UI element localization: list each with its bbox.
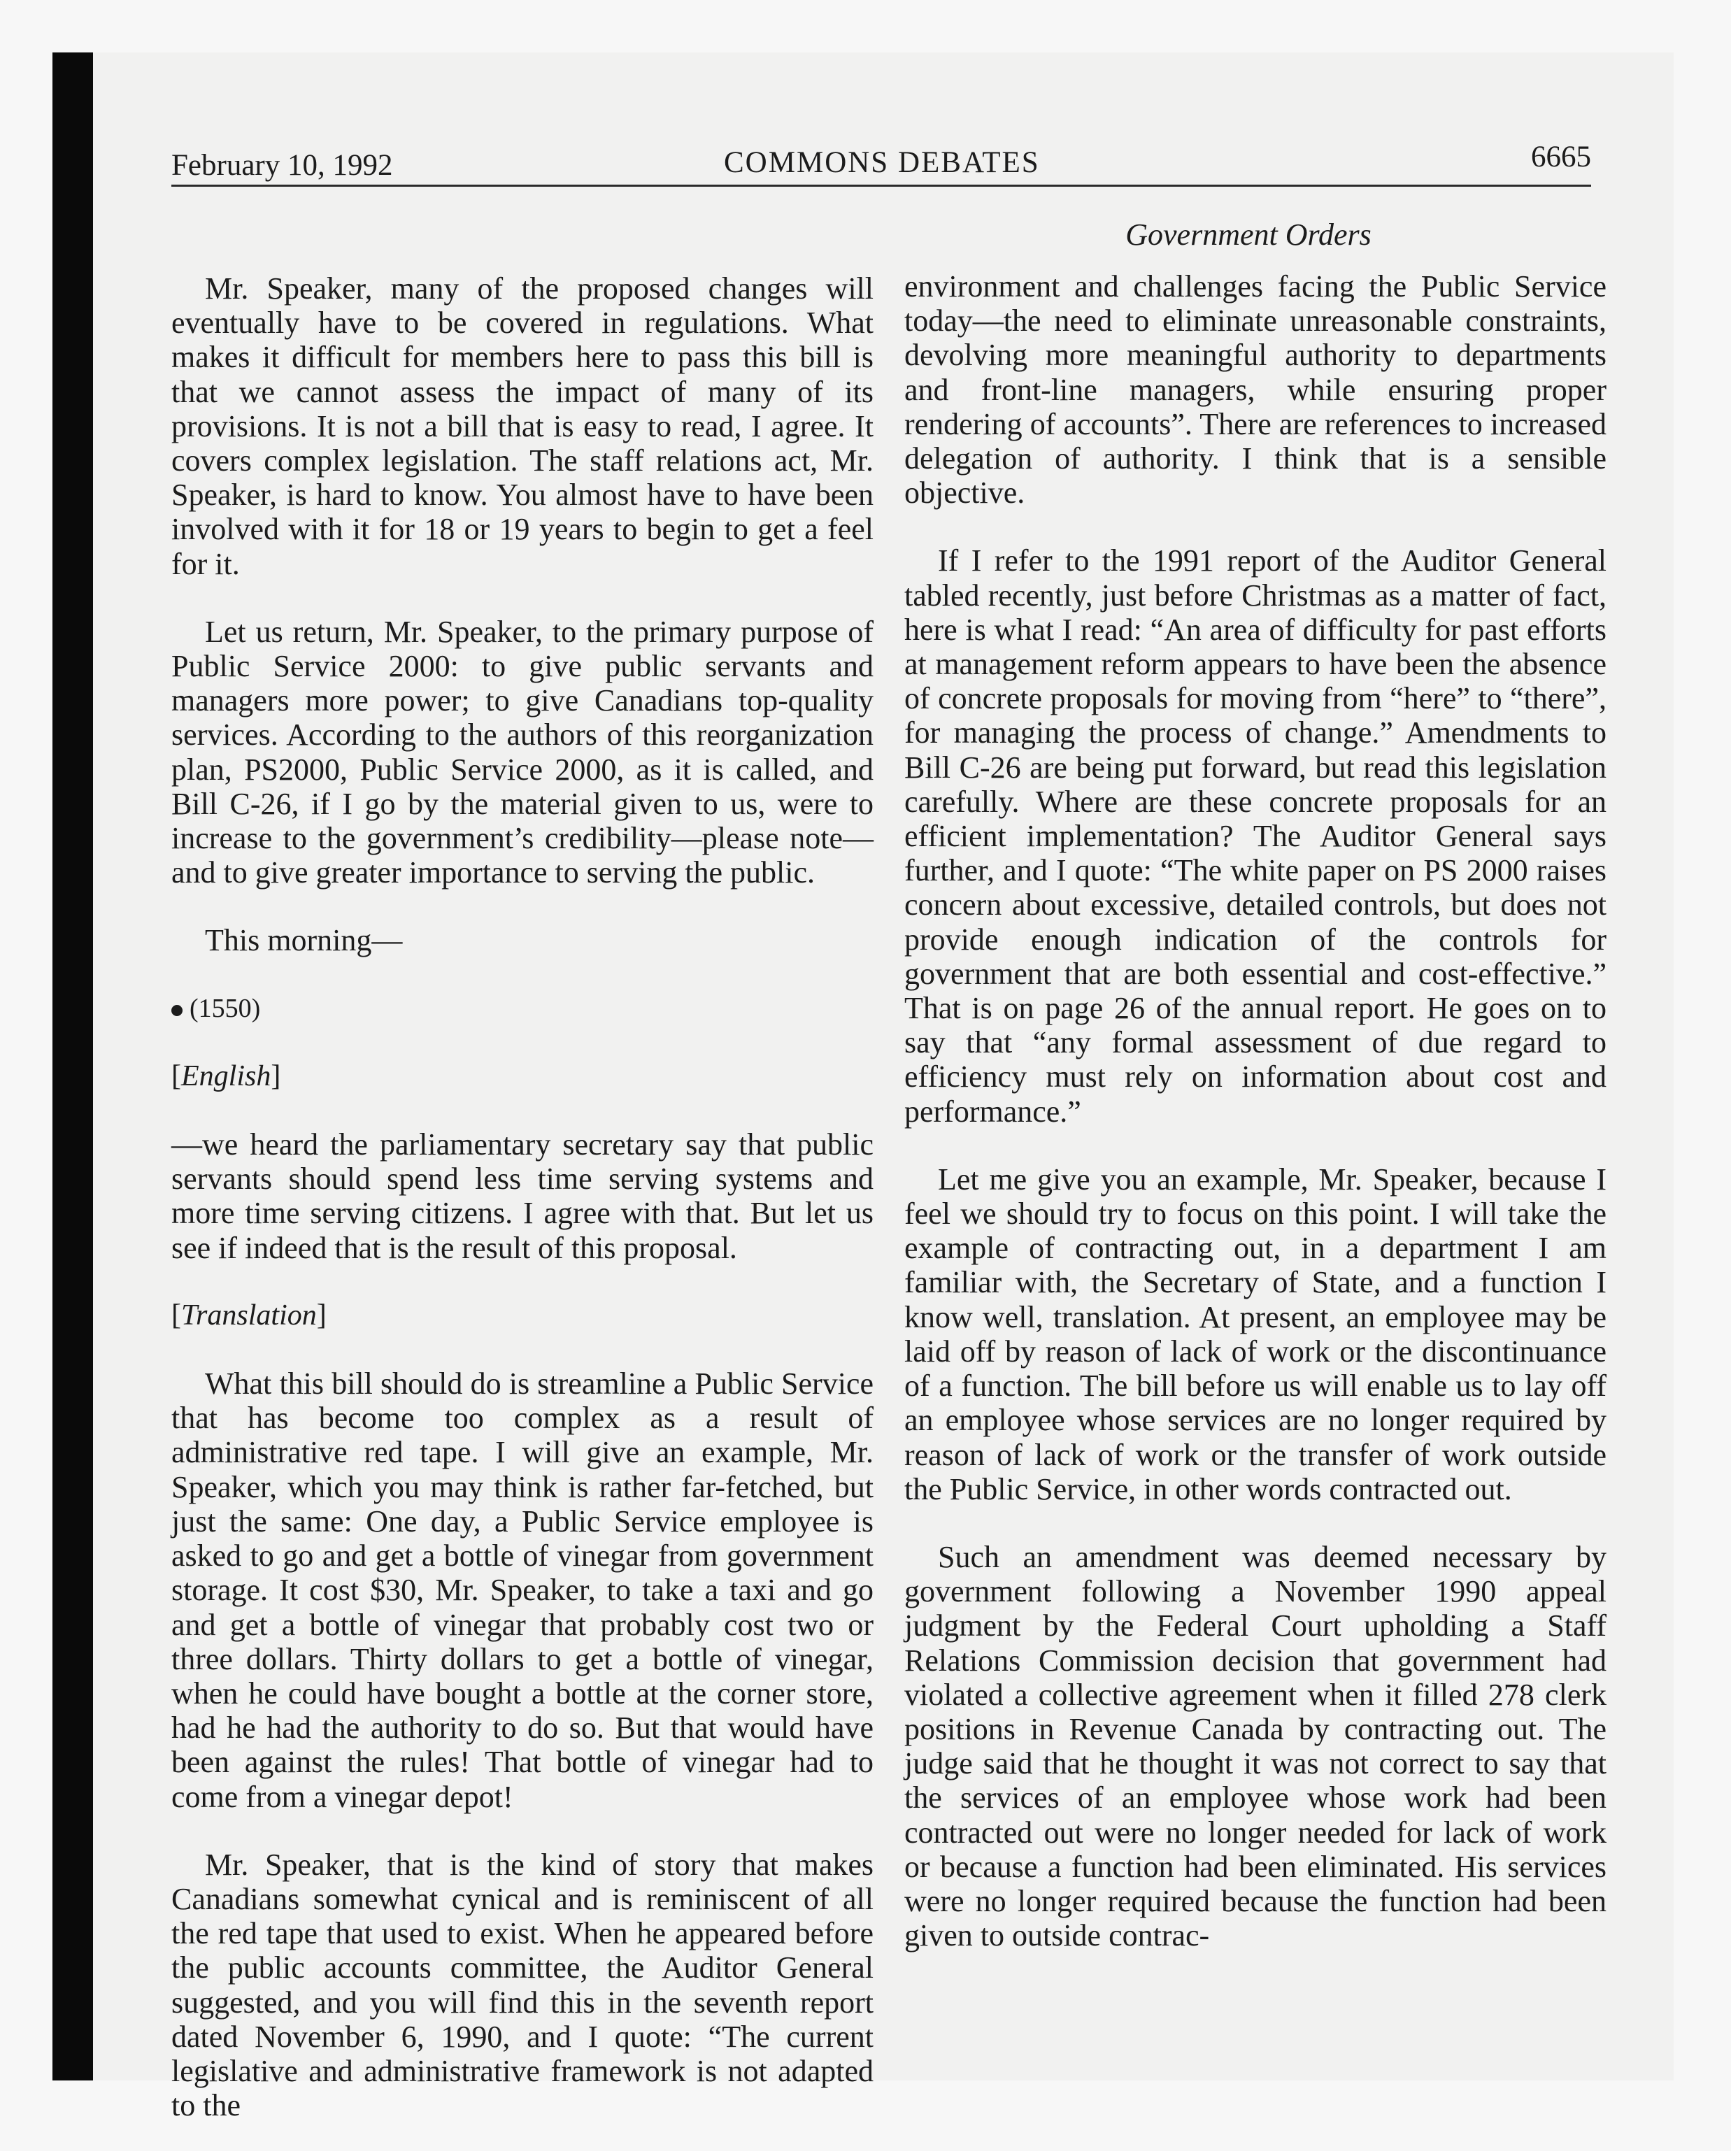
right-column <box>904 269 1607 1986</box>
paragraph: This morning— <box>205 923 403 958</box>
section-title: Government Orders <box>1125 217 1372 252</box>
language-label: [English] <box>171 1059 281 1092</box>
paragraph: —we heard the parliamentary secretary say that public servants should spend less time serving systems and more time serving citizens. I agree with that. But let us see if indeed that is the result of this proposal. <box>171 1127 874 1265</box>
scan-edge-shadow <box>52 52 93 2080</box>
header-date: February 10, 1992 <box>171 149 393 182</box>
running-header <box>171 143 1591 185</box>
paragraph: Such an amendment was deemed necessary by government following a November 1990 appeal judgment by the Federal Court upholding a Staff Relations Commission decision that government had violated a collective agreement when it filled 278 clerk positions in Revenue Canada by contracting out. The judge said that he thought it was not correct to say that the services of an employee whose work had been contracted out were no longer needed for lack of work or because a function had been eliminated. His services were no longer required because the function had been given to outside contrac- <box>904 1539 1607 1953</box>
page-number: 6665 <box>1531 141 1591 173</box>
paragraph: If I refer to the 1991 report of the Auditor General tabled recently, just before Christmas as a matter of fact, here is what I read: “An area of difficulty for past efforts at management reform appears to have been the absence of concrete proposals for moving from “here” to “there”, for managing the process of change.” Amendments to Bill C-26 are being put forward, but read this legislation carefully. Where are these concrete proposals for an efficient implementation? The Auditor General says further, and I quote: “The white paper on PS 2000 raises concern about excessive, detailed controls, but does not provide enough indication of the controls for government that are both essential and cost-effective.” That is on page 26 of the annual report. He goes on to say that “any formal assessment of due regard to efficiency must rely on information about cost and performance.” <box>904 543 1607 1129</box>
paragraph: Mr. Speaker, many of the proposed changes will eventually have to be covered in regulations. What makes it difficult for members here to pass this bill is that we cannot assess the impact of many of its provisions. It is not a bill that is easy to read, I agree. It covers complex legislation. The staff relations act, Mr. Speaker, is hard to know. You almost have to have been involved with it for 18 or 19 years to begin to get a feel for it. <box>171 271 874 581</box>
timestamp-marker <box>171 992 874 1026</box>
paragraph: What this bill should do is streamline a Public Service that has become too complex as a result of administrative red tape. I will give an example, Mr. Speaker, which you may think is rather far-fetched, but just the same: One day, a Public Service employee is asked to go and get a bottle of vinegar from government storage. It cost $30, Mr. Speaker, to take a taxi and go and get a bottle of vinegar that probably cost two or three dollars. Thirty dollars to get a bottle of vinegar, when he could have bought a bottle at the corner store, had he had the authority to do so. But that would have been against the rules! That bottle of vinegar had to come from a vinegar depot! <box>171 1366 874 1814</box>
language-label-text: English <box>181 1059 271 1092</box>
paragraph: Mr. Speaker, that is the kind of story that makes Canadians somewhat cynical and is reminiscent of all the red tape that used to exist. When he appeared before the public accounts committee, the Auditor General suggested, and you will find this in the seventh report dated November 6, 1990, and I quote: “The current legislative and administrative framework is not adapted to the <box>171 1847 874 2123</box>
paragraph: Let us return, Mr. Speaker, to the primary purpose of Public Service 2000: to give public servants and managers more power; to give Canadians top-quality services. According to the authors of this reorganization plan, PS2000, Public Service 2000, as it is called, and Bill C-26, if I go by the material given to us, were to increase to the government’s credibility—please note—and to give greater importance to serving the public. <box>171 614 874 890</box>
paragraph: Let me give you an example, Mr. Speaker, because I feel we should try to focus on this point. I will take the example of contracting out, in a department I am familiar with, the Secretary of State, and a function I know well, translation. At present, an employee may be laid off by reason of lack of work or the discontinuance of a function. The bill before us will enable us to lay off an employee whose services are no longer required by reason of lack of work or the transfer of work outside the Public Service, in other words contracted out. <box>904 1162 1607 1506</box>
language-label: [Translation] <box>171 1299 327 1332</box>
left-column <box>171 271 874 2156</box>
timestamp-text: (1550) <box>190 993 261 1023</box>
header-rule <box>171 185 1591 187</box>
bullet-icon <box>171 1005 183 1016</box>
paragraph: environment and challenges facing the Public Service today—the need to eliminate unreasonable constraints, devolving more meaningful authority to departments and front-line managers, while ensuring proper rendering of accounts”. There are references to increased delegation of authority. I think that is a sensible objective. <box>904 269 1607 511</box>
language-label-text: Translation <box>181 1299 317 1332</box>
header-title: COMMONS DEBATES <box>724 146 1040 179</box>
